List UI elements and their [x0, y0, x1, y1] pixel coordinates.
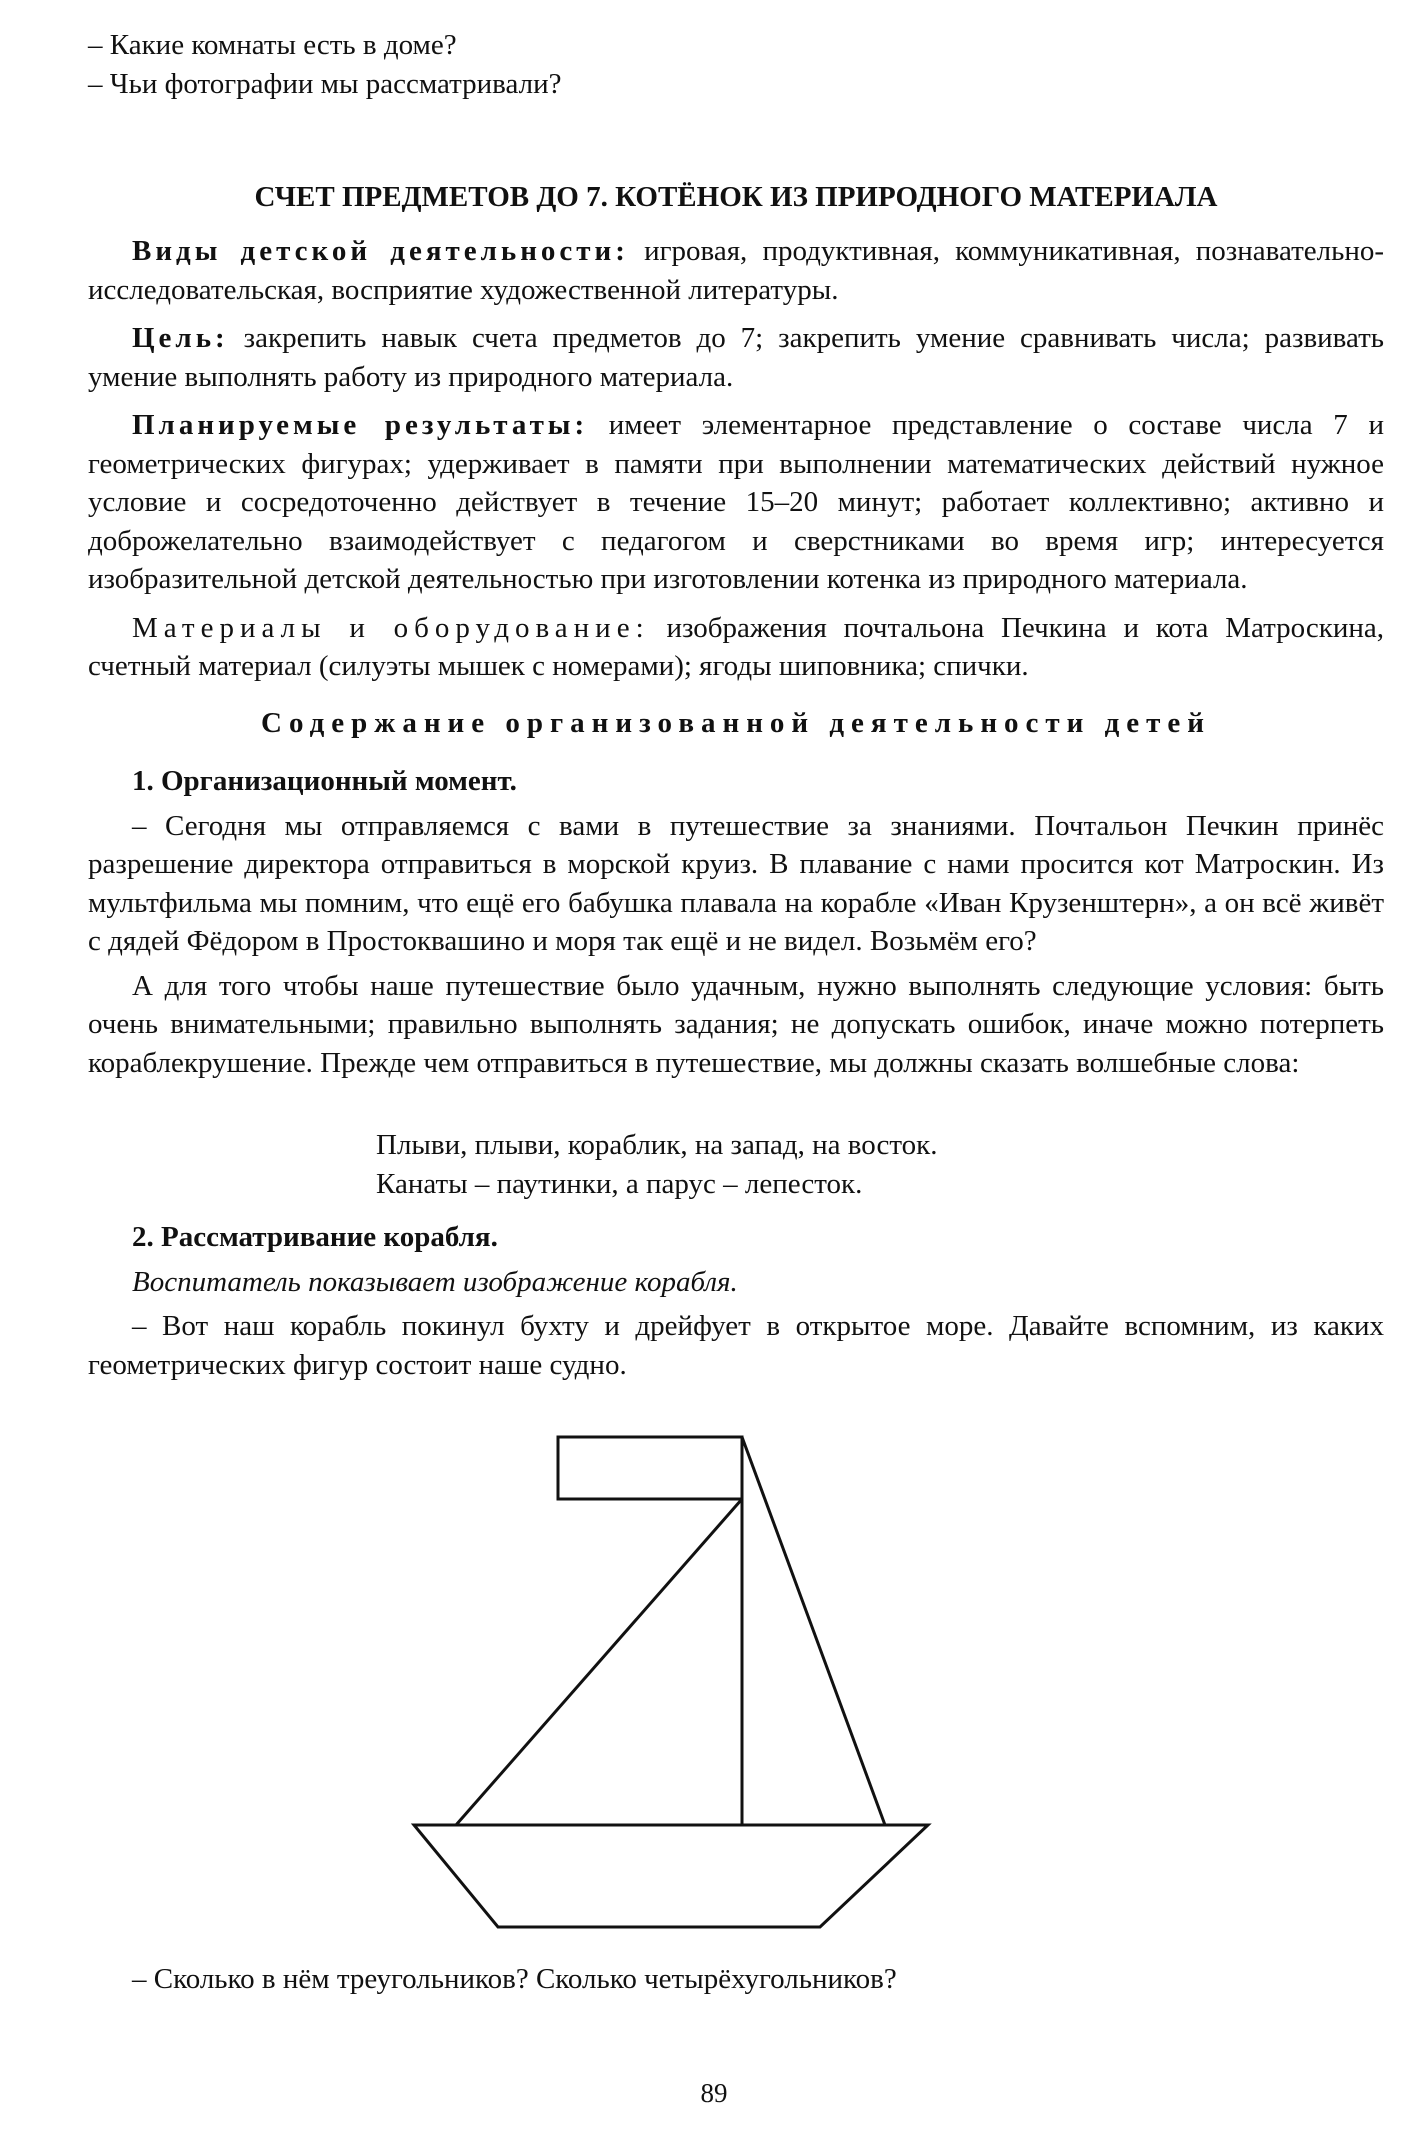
verse: [376, 1126, 938, 1203]
section-1: [88, 762, 1384, 1082]
ship-figure: [400, 1425, 940, 1945]
section-1-paragraph-2: А для того чтобы наше путешествие было удачным, нужно выполнять следующие условия: быть очень внимательными; правильно выполнять задания; не допускать ошибок, иначе можно потерпеть кораблекрушение. Прежде чем отправиться в путешествие, мы должны сказать волшебные слова:: [88, 969, 1384, 1079]
section-1-heading: 1. Организационный момент.: [132, 765, 517, 797]
question-line: – Какие комнаты есть в доме?: [88, 29, 457, 61]
section-2-note: Воспитатель показывает изображение корабля.: [132, 1265, 738, 1298]
activities-text: игровая, продуктивная, коммуникативная, познавательно-исследовательская, восприятие художественной литературы.: [88, 235, 1385, 306]
lesson-intro: [88, 232, 1384, 686]
section-1-paragraph-1: – Сегодня мы отправляемся с вами в путешествие за знаниями. Почтальон Печкин принёс разрешение директора отправиться в морской круиз. В плавание с нами просится кот Матроскин. Из мультфильма мы помним, что ещё его бабушка плавала на корабле «Иван Крузенштерн», а он всё живёт с дядей Фёдором в Простоквашино и моря так ещё и не видел. Возьмём его?: [88, 809, 1384, 957]
section-2-heading: 2. Рассматривание корабля.: [132, 1221, 498, 1253]
goal-paragraph: [88, 319, 1384, 396]
top-questions: [88, 26, 1384, 103]
final-question: [88, 1960, 1384, 1999]
content-heading: Содержание организованной деятельности детей: [261, 707, 1211, 739]
left-sail-edge: [456, 1499, 742, 1825]
right-sail-edge: [742, 1437, 885, 1825]
lesson-title: СЧЕТ ПРЕДМЕТОВ ДО 7. КОТЁНОК ИЗ ПРИРОДНОГО МАТЕРИАЛА: [254, 181, 1218, 213]
materials-text: изображения почтальона Печкина и кота Матроскина, счетный материал (силуэты мышек с номерами); ягоды шиповника; спички.: [88, 611, 1385, 682]
verse-line: Канаты – паутинки, а парус – лепесток.: [376, 1167, 863, 1200]
verse-line: Плыви, плыви, кораблик, на запад, на восток.: [376, 1129, 938, 1161]
activities-label: Виды детской деятельности:: [132, 235, 629, 267]
materials-paragraph: [88, 609, 1384, 686]
page-number: 89: [700, 2078, 728, 2108]
goal-text: закрепить навык счета предметов до 7; закрепить умение сравнивать числа; развивать умение выполнять работу из природного материала.: [88, 322, 1385, 393]
section-2-paragraph: – Вот наш корабль покинул бухту и дрейфует в открытое море. Давайте вспомним, из каких геометрических фигур состоит наше судно.: [88, 1310, 1384, 1381]
section-2: [88, 1218, 1384, 1384]
hull-trapezoid: [414, 1825, 928, 1927]
goal-label: Цель:: [132, 322, 229, 354]
materials-label: Материалы и оборудование:: [132, 611, 650, 644]
flag-rectangle: [558, 1437, 742, 1499]
question-line: – Чьи фотографии мы рассматривали?: [88, 67, 562, 100]
results-paragraph: [88, 406, 1384, 599]
results-label: Планируемые результаты:: [132, 409, 589, 441]
question-line: – Сколько в нём треугольников? Сколько четырёхугольников?: [132, 1963, 897, 1995]
results-text: имеет элементарное представление о составе числа 7 и геометрических фигурах; удерживает в памяти при выполнении математических действий нужное условие и сосредоточенно действует в течение 15–20 минут; работает коллективно; активно и доброжелательно взаимодействует с педагогом и сверстниками во время игр; интересуется изобразительной детской деятельностью при изготовлении котенка из природного материала.: [88, 409, 1384, 595]
activities-paragraph: [88, 232, 1384, 309]
